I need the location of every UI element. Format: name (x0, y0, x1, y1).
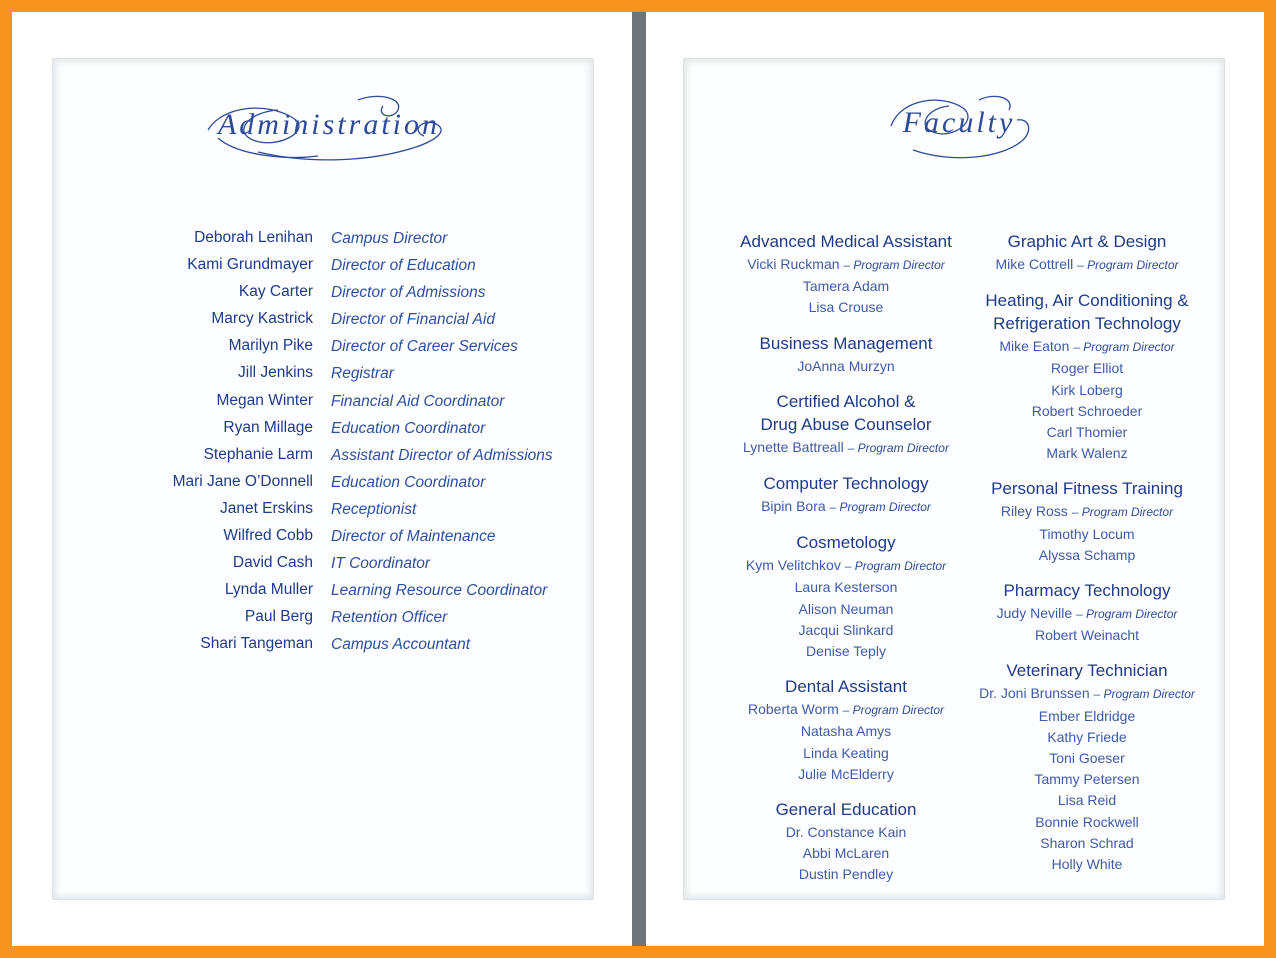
faculty-member (721, 297, 971, 318)
staff-role: Assistant Director of Admissions (331, 446, 553, 464)
faculty-member-name: Dustin Pendley (798, 866, 894, 883)
faculty-member-name: Denise Teply (806, 643, 886, 660)
faculty-member-name: Tamera Adam (802, 278, 890, 295)
administration-title: Administration (217, 108, 440, 141)
faculty-member-name: Mike Eaton (999, 338, 1070, 355)
staff-row (52, 228, 594, 255)
faculty-member (965, 625, 1209, 646)
faculty-member (965, 812, 1209, 833)
department-block (965, 580, 1209, 646)
staff-name: Shari Tangeman (200, 635, 313, 653)
staff-row (52, 472, 594, 499)
faculty-member (965, 380, 1209, 401)
department-block (721, 391, 971, 459)
staff-row (52, 526, 594, 553)
staff-role: Receptionist (331, 500, 417, 518)
faculty-member (965, 336, 1209, 358)
faculty-member (965, 545, 1209, 566)
faculty-member-role: – Program Director (1076, 607, 1178, 622)
faculty-member-name: Holly White (1051, 856, 1123, 873)
staff-name: Kay Carter (238, 283, 313, 301)
faculty-member-role: – Program Director (847, 440, 949, 455)
staff-role: Campus Accountant (331, 636, 471, 654)
faculty-member (721, 276, 971, 297)
faculty-member-name: Kirk Loberg (1051, 381, 1123, 398)
faculty-member-name: Sharon Schrad (1040, 834, 1134, 851)
department-title: Heating, Air Conditioning & (985, 291, 1189, 311)
faculty-member-name: Kym Velitchkov (745, 557, 841, 574)
staff-name: Janet Erskins (219, 499, 313, 517)
staff-name: Marcy Kastrick (211, 310, 313, 328)
faculty-member-name: Abbi McLaren (802, 845, 890, 862)
staff-row (52, 634, 594, 661)
faculty-member-name: Mark Walenz (1046, 445, 1128, 462)
faculty-member-name: Dr. Constance Kain (785, 824, 907, 841)
faculty-member (965, 748, 1209, 769)
faculty-member-name: Robert Weinacht (1034, 627, 1139, 644)
faculty-member-role: – Program Director (1073, 340, 1175, 355)
faculty-member-name: Alison Neuman (798, 600, 894, 617)
faculty-member-name: Riley Ross (1000, 503, 1068, 520)
faculty-member-name: Julie McElderry (798, 765, 894, 782)
faculty-member-name: Roger Elliot (1050, 360, 1124, 377)
faculty-page (683, 58, 1225, 900)
staff-role: Director of Maintenance (331, 528, 496, 546)
department-block (721, 676, 971, 785)
staff-name: Stephanie Larm (203, 445, 313, 463)
staff-name: Lynda Muller (224, 581, 313, 599)
department-title: General Education (775, 800, 917, 820)
staff-row (52, 445, 594, 472)
staff-name: Mari Jane O’Donnell (172, 472, 313, 490)
faculty-member (721, 599, 971, 620)
staff-name: Wilfred Cobb (223, 527, 313, 545)
program-spread (12, 12, 1264, 946)
department-title: Refrigeration Technology (993, 314, 1181, 334)
staff-role: Director of Admissions (331, 284, 486, 302)
faculty-member (965, 254, 1209, 276)
faculty-member (965, 443, 1209, 464)
staff-row (52, 336, 594, 363)
faculty-member (965, 854, 1209, 875)
faculty-member-name: Lisa Crouse (808, 299, 884, 316)
faculty-member (965, 524, 1209, 545)
staff-name: Megan Winter (216, 391, 313, 409)
staff-role: Education Coordinator (331, 419, 486, 437)
faculty-member (721, 843, 971, 864)
page-gutter (632, 12, 646, 946)
faculty-member-name: Roberta Worm (747, 701, 839, 718)
faculty-member (965, 769, 1209, 790)
department-title: Advanced Medical Assistant (740, 232, 952, 251)
faculty-member (721, 437, 971, 459)
faculty-member-name: Lisa Reid (1057, 792, 1117, 809)
department-title: Cosmetology (796, 533, 896, 553)
administration-heading (198, 90, 460, 170)
staff-row (52, 309, 594, 336)
department-block (721, 473, 971, 518)
faculty-member-name: JoAnna Murzyn (797, 357, 895, 374)
staff-row (52, 363, 594, 390)
faculty-member (721, 620, 971, 641)
faculty-member (965, 790, 1209, 811)
faculty-heading (883, 88, 1035, 168)
faculty-member-role: – Program Director (844, 559, 947, 574)
department-block (721, 532, 971, 662)
staff-name: Deborah Lenihan (194, 229, 313, 246)
department-title: Pharmacy Technology (1003, 581, 1171, 601)
faculty-member-name: Alyssa Schamp (1038, 546, 1136, 563)
faculty-member-role: – Program Director (1071, 505, 1174, 520)
staff-row (52, 499, 594, 526)
faculty-member-name: Timothy Locum (1039, 525, 1135, 542)
faculty-member-role: – Program Director (842, 703, 945, 718)
staff-row (52, 607, 594, 634)
department-title: Computer Technology (763, 474, 929, 494)
faculty-column-right (965, 231, 1209, 889)
staff-role: Education Coordinator (331, 473, 486, 491)
department-block (721, 799, 971, 886)
faculty-member (721, 577, 971, 598)
faculty-member-name: Linda Keating (803, 744, 889, 761)
faculty-member-name: Natasha Amys (800, 723, 892, 740)
faculty-member-name: Kathy Friede (1047, 728, 1127, 745)
faculty-member (965, 833, 1209, 854)
staff-row (52, 391, 594, 418)
department-title: Veterinary Technician (1006, 661, 1168, 681)
faculty-member-role: – Program Director (829, 500, 931, 515)
faculty-member (965, 683, 1209, 705)
faculty-member (721, 555, 971, 577)
faculty-member (965, 401, 1209, 422)
department-title: Certified Alcohol & (776, 391, 916, 411)
faculty-member-name: Laura Kesterson (794, 579, 898, 596)
staff-role: Director of Financial Aid (331, 311, 495, 329)
staff-row (52, 255, 594, 282)
department-title: Business Management (759, 333, 933, 353)
faculty-member (721, 641, 971, 662)
faculty-member-name: Robert Schroeder (1031, 402, 1143, 419)
faculty-member (965, 422, 1209, 443)
faculty-title: Faculty (902, 106, 1016, 139)
faculty-member (721, 764, 971, 785)
department-title: Personal Fitness Training (991, 479, 1183, 499)
faculty-member-name: Lynette Battreall (743, 438, 844, 455)
faculty-member (721, 822, 971, 843)
staff-role: IT Coordinator (331, 555, 431, 573)
faculty-member-name: Jacqui Slinkard (798, 621, 894, 638)
staff-role: Financial Aid Coordinator (331, 392, 505, 410)
department-block (965, 231, 1209, 276)
department-block (965, 290, 1209, 464)
department-title: Graphic Art & Design (1007, 232, 1167, 251)
department-title: Dental Assistant (785, 677, 907, 697)
staff-role: Registrar (331, 365, 394, 383)
faculty-member (721, 699, 971, 721)
faculty-member (965, 603, 1209, 625)
faculty-member-name: Bipin Bora (761, 498, 826, 515)
department-block (721, 231, 971, 319)
faculty-member-role: – Program Director (1093, 687, 1195, 702)
faculty-member-name: Mike Cottrell (995, 256, 1074, 272)
department-block (965, 478, 1209, 566)
administration-staff-list (52, 228, 594, 662)
staff-row (52, 580, 594, 607)
department-block (965, 660, 1209, 875)
faculty-member (965, 501, 1209, 523)
staff-name: Jill Jenkins (238, 364, 313, 382)
staff-name: David Cash (232, 554, 313, 572)
faculty-member (965, 727, 1209, 748)
faculty-member-role: – Program Director (1077, 258, 1179, 272)
faculty-member (965, 706, 1209, 727)
faculty-member-role: – Program Director (843, 258, 945, 272)
faculty-member-name: Carl Thomier (1046, 424, 1128, 441)
staff-role: Campus Director (331, 230, 448, 247)
staff-name: Paul Berg (244, 608, 313, 626)
staff-name: Ryan Millage (223, 418, 313, 436)
faculty-member (721, 864, 971, 885)
faculty-member (721, 743, 971, 764)
department-block (721, 333, 971, 377)
faculty-member-name: Tammy Petersen (1034, 771, 1140, 788)
staff-role: Director of Career Services (331, 338, 518, 356)
faculty-member (721, 496, 971, 518)
staff-name: Marilyn Pike (228, 337, 313, 355)
staff-role: Director of Education (331, 257, 476, 275)
staff-role: Retention Officer (331, 609, 448, 627)
faculty-member-name: Vicki Ruckman (747, 256, 840, 272)
faculty-member (721, 356, 971, 377)
faculty-member (721, 721, 971, 742)
faculty-member-name: Dr. Joni Brunssen (979, 685, 1090, 702)
faculty-member-name: Toni Goeser (1049, 750, 1125, 767)
administration-page (52, 58, 594, 900)
faculty-member (721, 254, 971, 276)
faculty-member-name: Bonnie Rockwell (1035, 813, 1139, 830)
faculty-member (965, 358, 1209, 379)
staff-row (52, 282, 594, 309)
department-title: Drug Abuse Counselor (760, 414, 932, 434)
staff-row (52, 553, 594, 580)
staff-row (52, 418, 594, 445)
faculty-member-name: Ember Eldridge (1038, 707, 1136, 724)
faculty-member-name: Judy Neville (996, 605, 1073, 622)
faculty-column-left (721, 231, 971, 900)
staff-role: Learning Resource Coordinator (331, 582, 548, 600)
staff-name: Kami Grundmayer (187, 256, 313, 274)
